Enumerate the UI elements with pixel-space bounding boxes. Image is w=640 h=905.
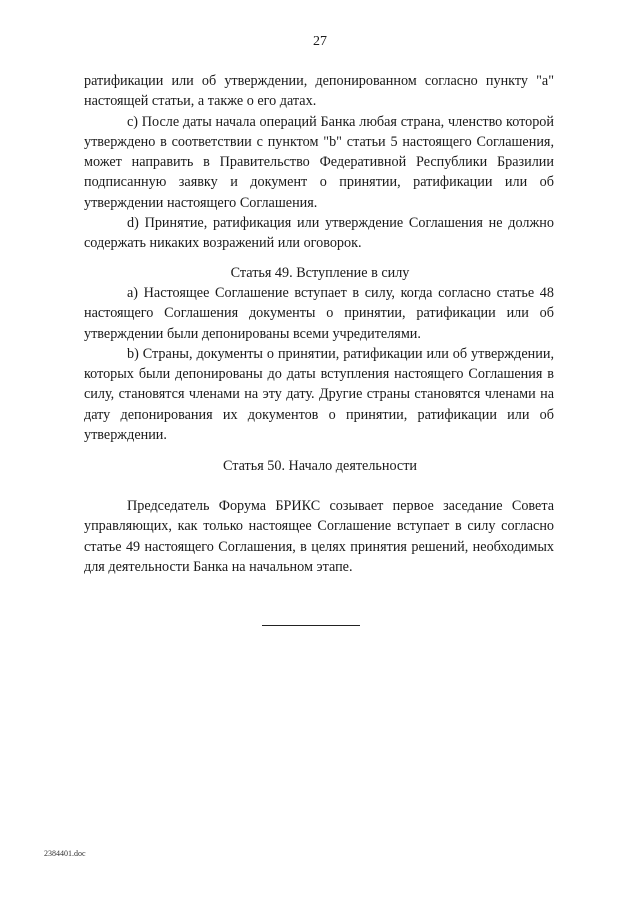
- paragraph-d: d) Принятие, ратификация или утверждение Соглашения не должно содержать никаких возражений или оговорок.: [84, 215, 554, 252]
- end-divider: [262, 625, 360, 626]
- article50-heading: Статья 50. Начало деятельности: [222, 458, 418, 474]
- article49-heading: Статья 49. Вступление в силу: [230, 265, 410, 281]
- article50-body: [84, 496, 554, 577]
- paragraph-c: c) После даты начала операций Банка любая страна, членство которой утверждено в соответствии с пунктом "b" статьи 5 настоящего Соглашения, может направить в Правительство Федеративной Республики Бразилии подписанную заявку и документ о принятии, ратификации или об утверждении настоящего Соглашения.: [84, 113, 554, 211]
- paragraph-b: b) Страны, документы о принятии, ратификации или об утверждении, которых были депонированы до даты вступления настоящего Соглашения в силу, становятся членами на эту дату. Другие страны становятся членами на дату депонирования их документов о принятии, ратификации или об утверждении.: [84, 345, 554, 444]
- paragraph: Председатель Форума БРИКС созывает первое заседание Совета управляющих, как только настоящее Соглашение вступает в силу согласно статье 49 настоящего Соглашения, в целях принятия решений, необходимых для деятельности Банка на начальном этапе.: [84, 498, 554, 575]
- page-number: 27: [313, 34, 327, 49]
- article48-continuation: [84, 71, 554, 254]
- paragraph: ратификации или об утверждении, депонированном согласно пункту "a" настоящей статьи, а также о его датах.: [84, 73, 554, 110]
- article49-body: [84, 283, 554, 445]
- paragraph-a: a) Настоящее Соглашение вступает в силу, когда согласно статье 48 настоящего Соглашения документы о принятии, ратификации или об утверждении были депонированы всеми учредителями.: [84, 285, 554, 342]
- file-name: 2384401.doc: [44, 849, 86, 858]
